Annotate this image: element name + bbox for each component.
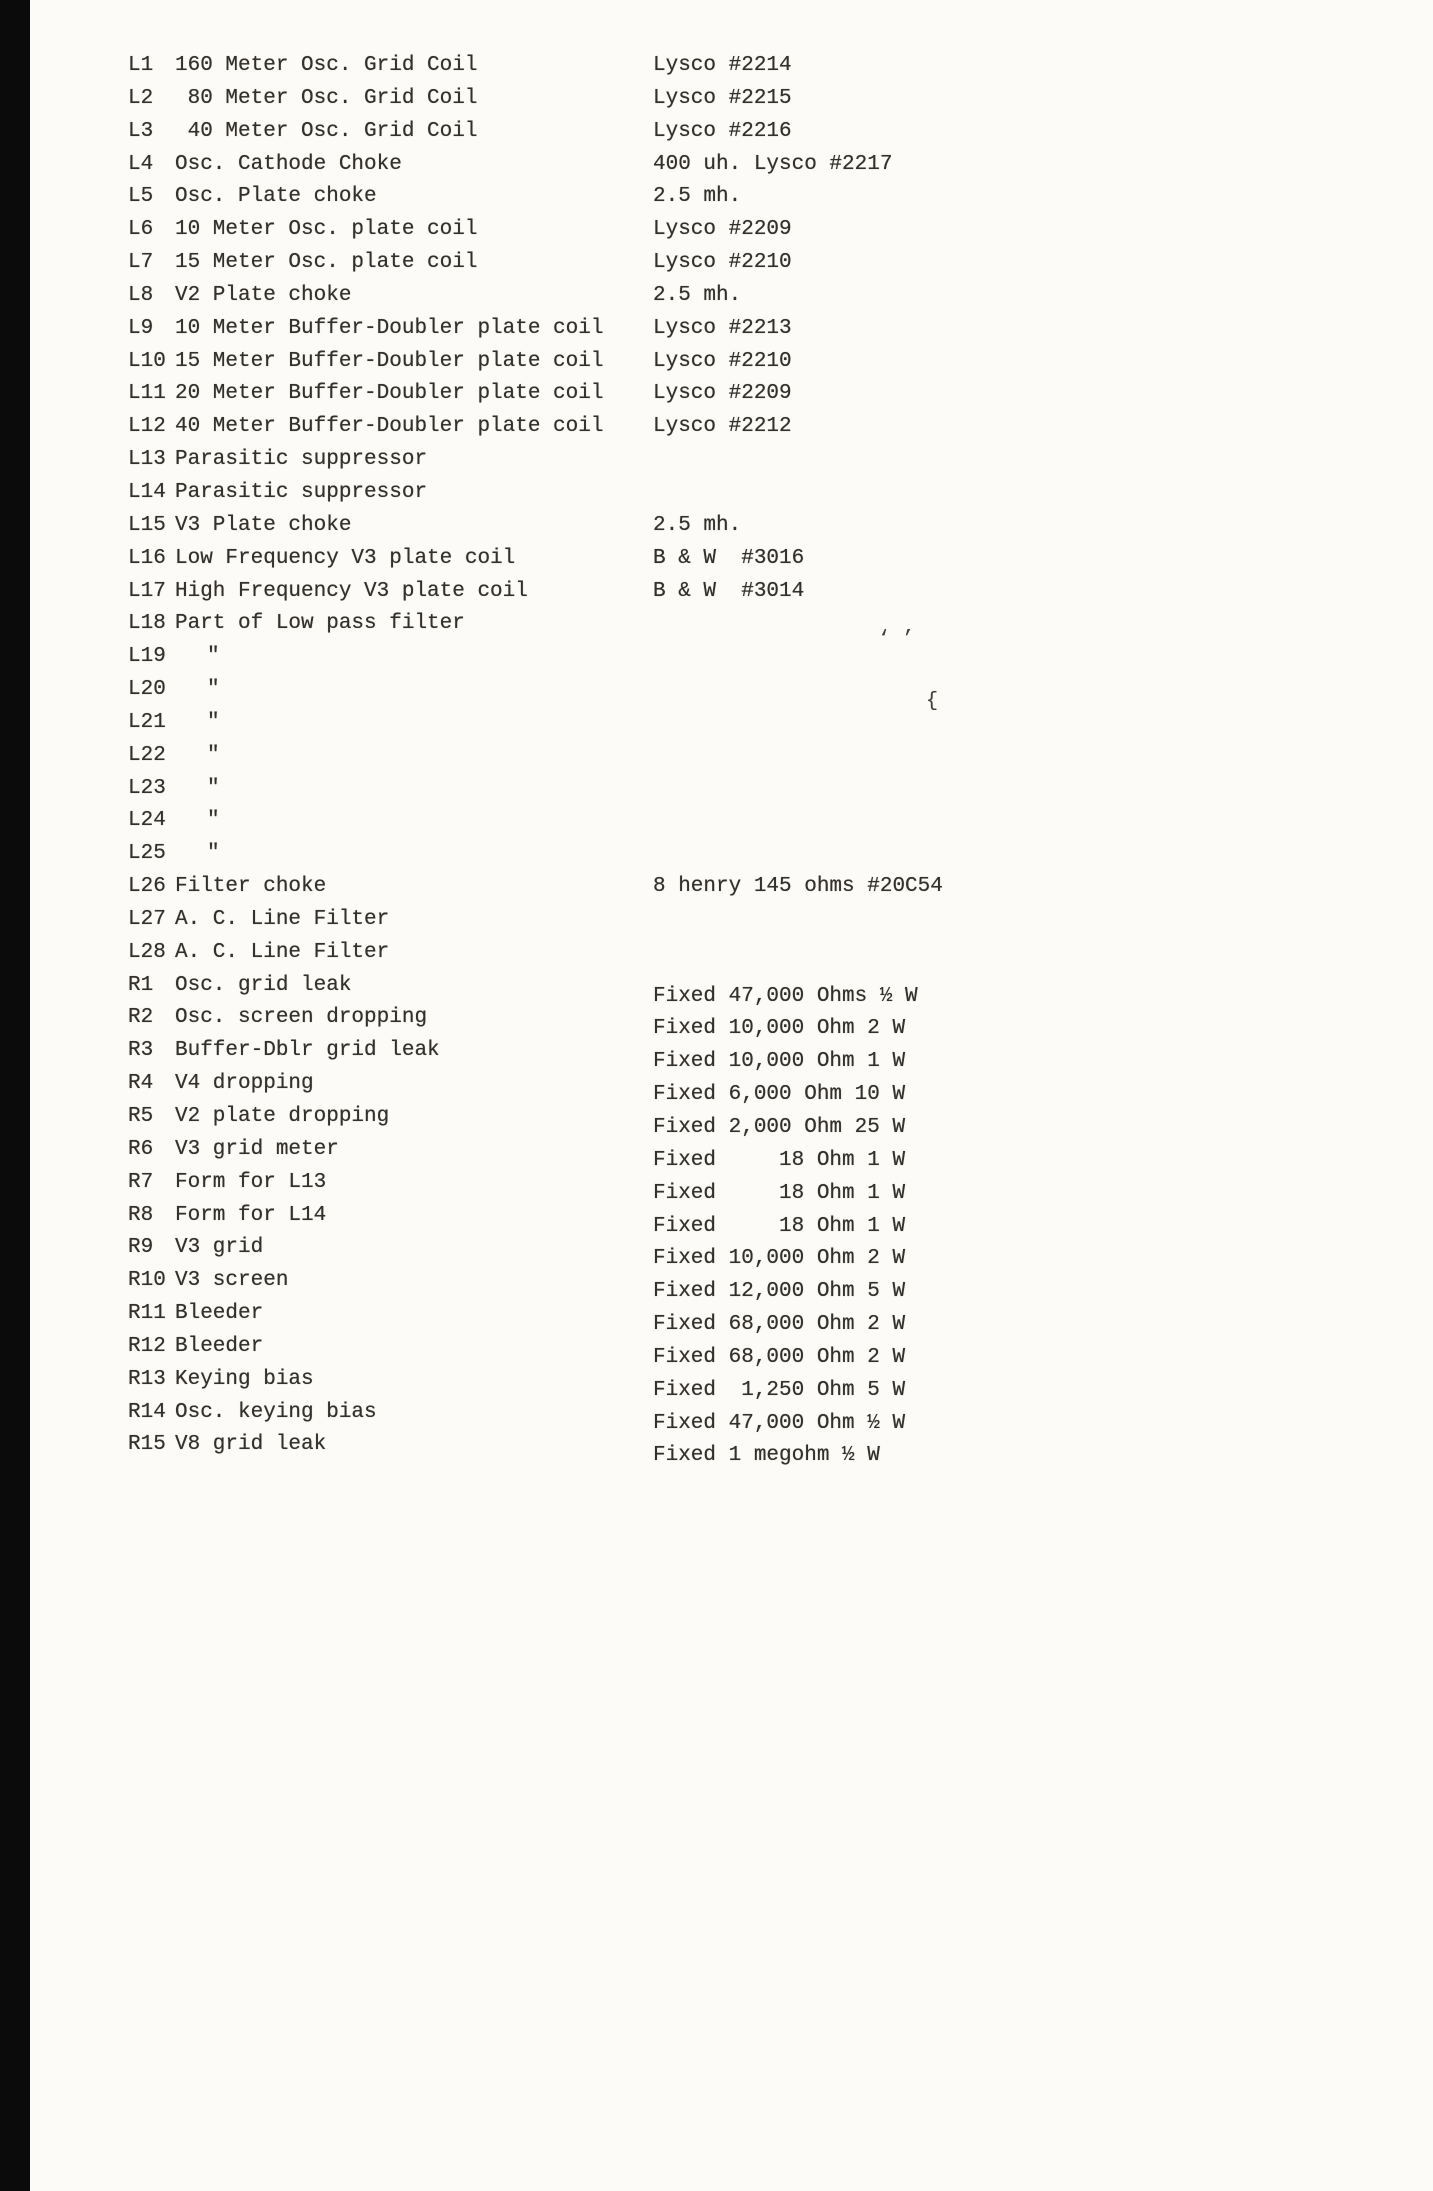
- part-description: V4 dropping: [175, 1072, 314, 1096]
- part-description: High Frequency V3 plate coil: [175, 579, 528, 603]
- part-ref: L13: [128, 448, 166, 472]
- part-description: Osc. Plate choke: [175, 185, 377, 209]
- table-row: [128, 411, 1398, 444]
- part-value: Lysco #2213: [653, 316, 792, 340]
- part-ref: L25: [128, 842, 166, 866]
- part-value: Lysco #2212: [653, 415, 792, 439]
- part-description: Osc. Cathode Choke: [175, 152, 402, 176]
- part-description: ": [207, 776, 220, 800]
- part-ref: L11: [128, 382, 166, 406]
- part-value: Lysco #2210: [653, 349, 792, 373]
- part-description: Osc. screen dropping: [175, 1006, 428, 1030]
- part-description: Form for L14: [175, 1203, 327, 1227]
- part-value: Fixed 68,000 Ohm 2 W: [653, 1345, 906, 1369]
- part-ref: L22: [128, 743, 166, 767]
- part-description: Osc. keying bias: [175, 1400, 377, 1424]
- part-description: V2 plate dropping: [175, 1105, 390, 1128]
- table-row: [128, 280, 1398, 313]
- part-ref: R6: [128, 1137, 154, 1161]
- table-row: [128, 543, 1398, 576]
- table-row: [128, 346, 1398, 379]
- part-description: Form for L13: [175, 1170, 327, 1194]
- part-ref: L9: [128, 316, 154, 340]
- part-description: Part of Low pass filter: [175, 612, 465, 636]
- part-value: Lysco #2209: [653, 382, 792, 406]
- part-description: Osc. grid leak: [175, 973, 352, 997]
- part-description: 160 Meter Osc. Grid Coil: [175, 54, 478, 77]
- table-row: [128, 904, 1398, 937]
- part-value: Fixed 12,000 Ohm 5 W: [653, 1280, 906, 1304]
- part-ref: R14: [128, 1400, 166, 1424]
- part-value: Fixed 47,000 Ohms ½ W: [653, 984, 918, 1008]
- part-description: 10 Meter Buffer-Doubler plate coil: [175, 316, 604, 340]
- table-row: [128, 838, 1398, 871]
- table-row: [128, 83, 1398, 116]
- part-value: 8 henry 145 ohms #20C54: [653, 875, 943, 899]
- part-description: Filter choke: [175, 875, 327, 899]
- part-value: Fixed 1,250 Ohm 5 W: [653, 1378, 906, 1402]
- part-description: V3 screen: [175, 1269, 289, 1293]
- part-description: ": [207, 678, 220, 702]
- part-value: Fixed 47,000 Ohm ½ W: [653, 1411, 906, 1435]
- part-description: 40 Meter Osc. Grid Coil: [175, 119, 478, 143]
- part-ref: L20: [128, 678, 166, 702]
- part-ref: L21: [128, 710, 166, 734]
- table-row: [128, 149, 1398, 182]
- part-description: V3 Plate choke: [175, 513, 352, 537]
- table-row: [128, 707, 1398, 740]
- table-row: [128, 937, 1398, 970]
- part-ref: L10: [128, 349, 166, 373]
- table-row: [128, 871, 1398, 904]
- table-row: [128, 674, 1398, 707]
- part-ref: L1: [128, 54, 154, 77]
- part-ref: L26: [128, 875, 166, 899]
- table-row: [128, 313, 1398, 346]
- part-ref: R9: [128, 1236, 154, 1260]
- part-description: V2 Plate choke: [175, 283, 352, 307]
- part-ref: L23: [128, 776, 166, 800]
- part-ref: L19: [128, 645, 166, 669]
- table-row: [128, 181, 1398, 214]
- table-row: [128, 608, 1398, 641]
- table-row: [128, 805, 1398, 838]
- part-ref: L17: [128, 579, 166, 603]
- part-description: Bleeder: [175, 1334, 264, 1358]
- table-row: [128, 247, 1398, 280]
- table-row: [128, 510, 1398, 543]
- part-value: B & W #3014: [653, 579, 805, 603]
- part-value: Lysco #2215: [653, 86, 792, 110]
- part-ref: R11: [128, 1302, 166, 1326]
- scan-artifact: {: [926, 690, 939, 713]
- part-ref: R2: [128, 1006, 154, 1030]
- part-ref: R4: [128, 1072, 154, 1096]
- part-ref: L5: [128, 185, 154, 209]
- part-value: Lysco #2216: [653, 119, 792, 143]
- part-ref: R13: [128, 1367, 166, 1391]
- part-ref: R7: [128, 1170, 154, 1194]
- table-row: [128, 378, 1398, 411]
- part-description: V3 grid meter: [175, 1137, 339, 1161]
- part-value: Fixed 10,000 Ohm 2 W: [653, 1017, 906, 1041]
- part-ref: L12: [128, 415, 166, 439]
- part-value: B & W #3016: [653, 546, 805, 570]
- part-description: Buffer-Dblr grid leak: [175, 1039, 440, 1063]
- part-description: 15 Meter Buffer-Doubler plate coil: [175, 349, 604, 373]
- part-value: Fixed 10,000 Ohm 1 W: [653, 1050, 906, 1074]
- part-value: Fixed 1 megohm ½ W: [653, 1444, 880, 1468]
- table-row: [128, 641, 1398, 674]
- part-value: Lysco #2209: [653, 218, 792, 242]
- table-row: [128, 773, 1398, 806]
- part-description: Low Frequency V3 plate coil: [175, 546, 516, 570]
- scan-edge-bar: [0, 0, 30, 2191]
- table-row: [128, 444, 1398, 477]
- part-value: Fixed 68,000 Ohm 2 W: [653, 1313, 906, 1337]
- table-row: [128, 214, 1398, 247]
- part-value: Fixed 18 Ohm 1 W: [653, 1181, 906, 1205]
- part-ref: R8: [128, 1203, 154, 1227]
- part-value: 2.5 mh.: [653, 283, 742, 307]
- part-value: Fixed 18 Ohm 1 W: [653, 1148, 906, 1172]
- part-value: Fixed 2,000 Ohm 25 W: [653, 1116, 906, 1139]
- part-value: Lysco #2210: [653, 251, 792, 275]
- part-ref: L27: [128, 907, 166, 931]
- part-description: Bleeder: [175, 1302, 264, 1326]
- table-row: [128, 576, 1398, 609]
- part-ref: L14: [128, 480, 166, 504]
- part-description: ": [207, 710, 220, 734]
- part-description: ": [207, 809, 220, 833]
- part-ref: L6: [128, 218, 154, 242]
- table-row: [128, 970, 1398, 1008]
- part-description: Keying bias: [175, 1367, 314, 1391]
- table-row: [128, 740, 1398, 773]
- part-description: Parasitic suppressor: [175, 480, 428, 504]
- part-description: ": [207, 645, 220, 669]
- part-ref: R15: [128, 1433, 166, 1457]
- part-ref: L7: [128, 251, 154, 275]
- part-ref: L16: [128, 546, 166, 570]
- part-description: 20 Meter Buffer-Doubler plate coil: [175, 382, 604, 406]
- part-ref: R3: [128, 1039, 154, 1063]
- part-ref: R12: [128, 1334, 166, 1358]
- part-ref: L24: [128, 809, 166, 833]
- part-ref: L18: [128, 612, 166, 636]
- part-value: 2.5 mh.: [653, 513, 742, 537]
- part-ref: R1: [128, 973, 154, 997]
- part-ref: L3: [128, 119, 154, 143]
- part-ref: L8: [128, 283, 154, 307]
- part-value: Lysco #2214: [653, 54, 792, 77]
- part-description: Parasitic suppressor: [175, 448, 428, 472]
- part-description: 10 Meter Osc. plate coil: [175, 218, 478, 242]
- part-ref: R5: [128, 1105, 154, 1128]
- part-description: ": [207, 743, 220, 767]
- part-description: ": [207, 842, 220, 866]
- part-description: A. C. Line Filter: [175, 940, 390, 964]
- part-value: 400 uh. Lysco #2217: [653, 152, 893, 176]
- part-value: Fixed 18 Ohm 1 W: [653, 1214, 906, 1238]
- part-ref: L28: [128, 940, 166, 964]
- part-description: 80 Meter Osc. Grid Coil: [175, 86, 478, 110]
- part-description: A. C. Line Filter: [175, 907, 390, 931]
- part-description: V3 grid: [175, 1236, 264, 1260]
- parts-list: [128, 50, 1398, 1468]
- part-value: Fixed 10,000 Ohm 2 W: [653, 1247, 906, 1271]
- part-value: Fixed 6,000 Ohm 10 W: [653, 1083, 906, 1107]
- scan-artifact: ‘ ’: [878, 628, 915, 651]
- table-row: [128, 50, 1398, 83]
- part-ref: L2: [128, 86, 154, 110]
- table-row: [128, 116, 1398, 149]
- part-ref: L4: [128, 152, 154, 176]
- part-description: 40 Meter Buffer-Doubler plate coil: [175, 415, 604, 439]
- part-ref: R10: [128, 1269, 166, 1293]
- table-row: [128, 477, 1398, 510]
- part-description: 15 Meter Osc. plate coil: [175, 251, 478, 275]
- part-description: V8 grid leak: [175, 1433, 327, 1457]
- part-value: 2.5 mh.: [653, 185, 742, 209]
- part-ref: L15: [128, 513, 166, 537]
